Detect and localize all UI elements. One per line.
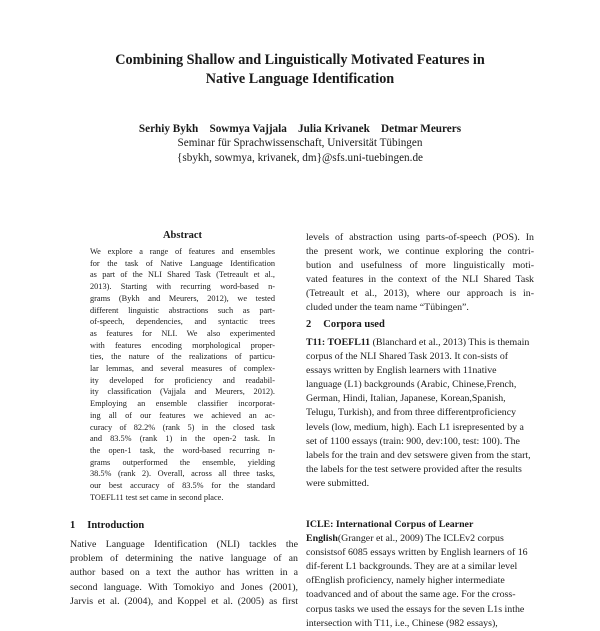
- affiliation-block: [60, 136, 540, 165]
- section-number: 2: [306, 319, 312, 330]
- text-line: of 6085 essays written by English learners of 16 dif-: [306, 547, 528, 573]
- text-line: levels of abstraction using parts-of-speech (POS). In: [306, 232, 534, 243]
- corpus-label-toefl: T11: TOEFL11: [306, 337, 371, 348]
- text-line: with features encoding morphological proper-: [90, 340, 275, 350]
- text-line: as part of the NLI Shared Task (Tetreault et al.,: [90, 270, 275, 280]
- text-line: We explore a range of features and ensembles: [90, 247, 275, 256]
- text-line: TOEFL11 test set came in second place.: [90, 492, 224, 502]
- text-line: [306, 337, 510, 348]
- text-line: bution and usefulness of more linguistically moti-: [306, 260, 534, 272]
- text-line: represented by a set of 1100 essays (train: 900, dev:: [306, 421, 524, 447]
- text-line: grams (Bykh and Meurers, 2012), we tested: [90, 293, 275, 303]
- title-line-2: Native Language Identification: [205, 71, 395, 87]
- introduction-body: [70, 538, 298, 609]
- text-line: sists of essays written by English learners with 11: [306, 351, 509, 377]
- text-line: lar lemmas, and several measures of complex-: [90, 364, 275, 374]
- text-line: ferent L1 backgrounds. They are at a similar level of: [306, 561, 518, 587]
- icle-paragraph: [306, 518, 534, 631]
- text-line: Employing an ensemble classifier incorporat-: [90, 399, 275, 409]
- text-line: the present work, we continue exploring the contri-: [306, 246, 534, 258]
- text-line: Jarvis et al. (2004), and Koppel et al. (2005) as first: [70, 595, 298, 607]
- abstract-body: [90, 246, 275, 503]
- toefl-paragraph: [306, 336, 534, 491]
- text-line: Native Language Identification (NLI) tackles the: [70, 539, 298, 550]
- text-line: 2013). Starting with recurring word-based n-: [90, 282, 275, 292]
- affiliation: Seminar für Sprachwissenschaft, Universität Tübingen: [177, 137, 423, 149]
- text-line: as features for NLI. We also experimented: [90, 328, 275, 338]
- text-line: 38.5% (rank 2). Overall, across all three tasks,: [90, 469, 275, 479]
- text-line: cluded under the team name “Tübingen”.: [306, 302, 469, 314]
- right-column-top: [306, 231, 534, 316]
- text-line: the intersection with T11, i.e., Chinese (982 essays),: [306, 603, 525, 629]
- author-emails: {sbykh, sowmya, krivanek, dm}@sfs.uni-tuebingen.de: [177, 151, 423, 164]
- author-list: Serhiy Bykh Sowmya Vajjala Julia Krivanek Detmar Meurers: [138, 123, 462, 135]
- text-line: Spanish, Telugu, Turkish), and from three different: [306, 393, 506, 419]
- text-line: ties, the nature of the realizations of particu-: [90, 352, 275, 362]
- abstract-heading: Abstract: [162, 230, 203, 241]
- text-line: French, German, Hindi, Italian, Japanese, Korean,: [306, 379, 517, 405]
- text-line: the open-1 task, the word-based recurring n-: [90, 445, 275, 455]
- text-line: vated features in the context of the NLI Shared Task: [306, 274, 534, 286]
- text-line: ity developed for proficiency and readabil-: [90, 375, 275, 385]
- corpus-label-icle: ICLE: International Corpus of Learner English: [306, 519, 474, 545]
- text-line: for the task of Native Language Identification: [90, 258, 275, 268]
- text-line: 100, test: 100). The labels for the train and dev sets: [306, 435, 520, 461]
- text-line: advanced and of about the same age. For the cross-: [313, 589, 516, 601]
- text-run: (Blanchard et al., 2013) This is the: [370, 337, 510, 348]
- text-line: were given from the start, the labels for the test set: [306, 449, 531, 475]
- text-line: second language. With Tomokiyo and Jones (2001),: [70, 581, 298, 593]
- text-line: English proficiency, namely higher intermediate to: [306, 575, 505, 601]
- title-line-1: Combining Shallow and Linguistically Motivated Features in: [115, 52, 485, 68]
- text-line: ity classification (Vajjala and Meurers, 2012).: [90, 387, 275, 397]
- text-line: were provided after the results were submitted.: [306, 463, 522, 489]
- section-heading-corpora: [306, 318, 534, 331]
- text-line: of-speech, dependencies, and syntactic trees: [90, 317, 275, 327]
- text-line: native language (L1) backgrounds (Arabic, Chinese,: [306, 365, 497, 391]
- text-line: problem of determining the native language of an: [70, 553, 298, 565]
- section-title: Introduction: [87, 520, 145, 531]
- paper-title: [60, 51, 540, 89]
- section-title: Corpora used: [323, 319, 385, 330]
- text-line: corpus tasks we used the essays for the seven L1s in: [306, 603, 513, 615]
- text-line: our best accuracy of 83.5% for the standard: [90, 481, 275, 491]
- text-line: ing all of our features we achieved an ac-: [90, 410, 275, 420]
- text-line: proficiency levels (low, medium, high). Each L1 is: [306, 407, 517, 433]
- text-line: (Granger et al., 2009) The ICLEv2 corpus consists: [306, 533, 504, 559]
- text-line: author based on a text the author has written in a: [70, 567, 298, 579]
- text-line: main corpus of the NLI Shared Task 2013. It con-: [306, 337, 530, 363]
- section-heading-introduction: [70, 519, 290, 532]
- text-line: curacy of 82.2% (rank 5) in the closed task: [90, 422, 275, 432]
- text-line: different linguistic abstractions such as part-: [90, 305, 275, 315]
- section-number: 1: [70, 520, 76, 531]
- text-line: (Tetreault et al., 2013), where our approach is in-: [306, 288, 534, 300]
- text-line: and 83.5% (rank 1) in the open-2 task. In: [90, 434, 275, 444]
- text-line: grams outperformed the ensemble, yielding: [90, 457, 275, 467]
